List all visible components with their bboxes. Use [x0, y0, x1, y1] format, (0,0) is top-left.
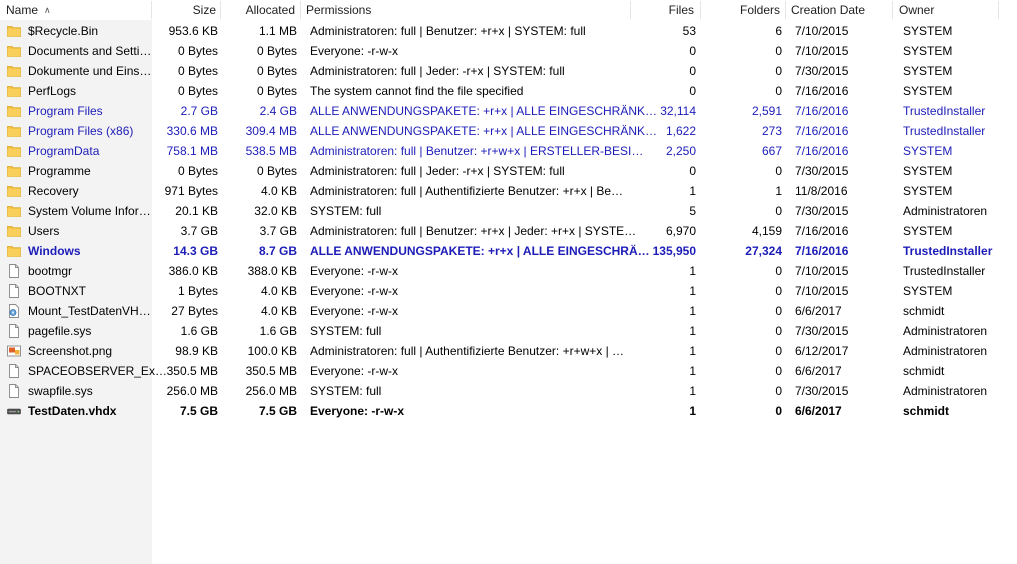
column-header-files[interactable]: Files [668, 3, 694, 17]
row-owner: TrustedInstaller [903, 264, 986, 278]
row-folders: 1 [775, 184, 782, 198]
row-name: pagefile.sys [28, 324, 92, 338]
row-folders: 0 [775, 304, 782, 318]
table-row[interactable] [0, 341, 1000, 361]
row-permissions: Everyone: -r-w-x [310, 364, 399, 378]
row-files: 1 [689, 364, 696, 378]
row-folders: 27,324 [745, 244, 782, 258]
disk-image-icon [7, 404, 21, 418]
row-files: 32,114 [660, 104, 696, 118]
row-size: 0 Bytes [177, 84, 218, 98]
image-file-icon [7, 344, 21, 358]
row-creation-date: 6/12/2017 [795, 344, 849, 358]
row-allocated: 0 Bytes [256, 44, 297, 58]
sort-ascending-icon: ∧ [44, 5, 51, 15]
row-files: 1 [689, 264, 696, 278]
row-size: 256.0 MB [166, 384, 218, 398]
table-row[interactable] [0, 221, 1000, 241]
table-row[interactable] [0, 201, 1000, 221]
row-permissions: ALLE ANWENDUNGSPAKETE: +r+x | ALLE EINGESCHRÄ… [310, 244, 650, 258]
row-creation-date: 7/10/2015 [795, 44, 849, 58]
row-folders: 0 [775, 364, 782, 378]
table-row[interactable] [0, 41, 1000, 61]
row-allocated: 2.4 GB [259, 104, 297, 118]
file-icon [7, 364, 21, 378]
row-creation-date: 6/6/2017 [795, 304, 842, 318]
row-size: 758.1 MB [166, 144, 218, 158]
row-folders: 6 [775, 24, 782, 38]
row-name: $Recycle.Bin [28, 24, 99, 38]
row-files: 1 [689, 384, 696, 398]
file-icon [7, 384, 21, 398]
table-row[interactable] [0, 401, 1000, 421]
row-files: 1 [689, 284, 696, 298]
row-allocated: 32.0 KB [254, 204, 297, 218]
row-creation-date: 7/16/2016 [795, 144, 849, 158]
row-name: bootmgr [28, 264, 73, 278]
row-size: 350.5 MB [166, 364, 218, 378]
row-files: 1 [689, 324, 696, 338]
row-size: 3.7 GB [180, 224, 218, 238]
row-allocated: 7.5 GB [258, 404, 297, 418]
folder-icon [7, 164, 21, 178]
row-permissions: Administratoren: full | Benutzer: +r+w+x | ERSTELLER-BESI… [310, 144, 644, 158]
row-folders: 0 [775, 204, 782, 218]
row-permissions: Administratoren: full | Authentifizierte Benutzer: +r+x | Be… [310, 184, 624, 198]
row-permissions: Everyone: -r-w-x [310, 44, 399, 58]
row-creation-date: 7/10/2015 [795, 24, 849, 38]
row-owner: schmidt [903, 304, 945, 318]
row-files: 1 [689, 304, 696, 318]
row-folders: 667 [761, 144, 782, 158]
row-name: ProgramData [28, 144, 100, 158]
row-folders: 0 [775, 384, 782, 398]
row-size: 0 Bytes [177, 64, 218, 78]
row-owner: schmidt [903, 404, 950, 418]
table-row[interactable] [0, 81, 1000, 101]
row-files: 2,250 [665, 144, 696, 158]
column-header-permissions[interactable]: Permissions [306, 3, 372, 17]
row-folders: 4,159 [751, 224, 782, 238]
row-name: Programme [28, 164, 91, 178]
table-row[interactable] [0, 361, 1000, 381]
row-allocated: 0 Bytes [256, 64, 297, 78]
table-row[interactable] [0, 161, 1000, 181]
row-name: TestDaten.vhdx [28, 404, 117, 418]
row-size: 0 Bytes [177, 164, 218, 178]
folder-icon [7, 204, 21, 218]
row-permissions: ALLE ANWENDUNGSPAKETE: +r+x | ALLE EINGESCHRÄNK… [310, 104, 657, 118]
row-name: Windows [28, 244, 81, 258]
row-owner: SYSTEM [903, 44, 953, 58]
row-folders: 0 [775, 84, 782, 98]
table-row[interactable] [0, 141, 1000, 161]
row-folders: 273 [761, 124, 782, 138]
row-allocated: 100.0 KB [247, 344, 297, 358]
row-size: 7.5 GB [179, 404, 218, 418]
row-size: 330.6 MB [166, 124, 218, 138]
row-creation-date: 7/30/2015 [795, 164, 849, 178]
row-owner: SYSTEM [903, 64, 953, 78]
column-header-creation-date[interactable]: Creation Date [791, 3, 866, 17]
row-owner: SYSTEM [903, 184, 953, 198]
row-permissions: Administratoren: full | Jeder: -r+x | SYSTEM: full [310, 64, 565, 78]
row-permissions: Administratoren: full | Jeder: -r+x | SYSTEM: full [310, 164, 565, 178]
row-owner: SYSTEM [903, 84, 953, 98]
table-row[interactable] [0, 261, 1000, 281]
row-allocated: 1.6 GB [259, 324, 297, 338]
row-name: Screenshot.png [28, 344, 113, 358]
row-name: SPACEOBSERVER_Ex… [28, 364, 167, 378]
row-permissions: Administratoren: full | Benutzer: +r+x | SYSTEM: full [310, 24, 586, 38]
row-name: swapfile.sys [28, 384, 93, 398]
row-files: 1 [689, 404, 696, 418]
row-size: 0 Bytes [177, 44, 218, 58]
row-name: Program Files (x86) [28, 124, 134, 138]
row-creation-date: 7/16/2016 [795, 124, 849, 138]
row-allocated: 4.0 KB [260, 304, 297, 318]
row-creation-date: 7/16/2016 [795, 224, 849, 238]
row-files: 1 [689, 184, 696, 198]
table-row[interactable] [0, 281, 1000, 301]
row-allocated: 538.5 MB [245, 144, 297, 158]
row-size: 1.6 GB [180, 324, 218, 338]
row-creation-date: 7/30/2015 [795, 64, 849, 78]
column-header-folders[interactable]: Folders [739, 3, 780, 17]
table-row[interactable] [0, 21, 1000, 41]
table-row[interactable] [0, 301, 1000, 321]
table-row[interactable] [0, 121, 1000, 141]
row-allocated: 309.4 MB [245, 124, 297, 138]
row-name: Documents and Setti… [28, 44, 152, 58]
row-permissions: Administratoren: full | Authentifizierte Benutzer: +r+w+x | … [310, 344, 625, 358]
row-name: Users [28, 224, 60, 238]
row-creation-date: 7/16/2016 [795, 104, 849, 118]
row-creation-date: 6/6/2017 [795, 404, 842, 418]
file-icon [7, 324, 21, 338]
row-owner: TrustedInstaller [903, 104, 986, 118]
row-allocated: 1.1 MB [258, 24, 297, 38]
row-size: 953.6 KB [168, 24, 218, 38]
row-folders: 0 [775, 44, 782, 58]
row-files: 1,622 [665, 124, 696, 138]
table-row[interactable] [0, 181, 1000, 201]
row-permissions: Administratoren: full | Benutzer: +r+x | Jeder: +r+x | SYSTE… [310, 224, 637, 238]
file-icon [7, 284, 21, 298]
folder-icon [7, 104, 21, 118]
row-size: 2.7 GB [180, 104, 218, 118]
row-allocated: 4.0 KB [260, 284, 297, 298]
row-folders: 0 [775, 264, 782, 278]
row-creation-date: 11/8/2016 [795, 184, 848, 198]
row-permissions: Everyone: -r-w-x [310, 404, 405, 418]
row-files: 53 [682, 24, 696, 38]
row-creation-date: 7/16/2016 [795, 84, 849, 98]
table-row[interactable] [0, 241, 1000, 261]
folder-icon [7, 24, 21, 38]
row-permissions: SYSTEM: full [310, 204, 382, 218]
row-allocated: 350.5 MB [245, 364, 297, 378]
row-creation-date: 7/30/2015 [795, 204, 849, 218]
row-owner: schmidt [903, 364, 945, 378]
table-row[interactable] [0, 61, 1000, 81]
row-allocated: 3.7 GB [259, 224, 297, 238]
row-size: 27 Bytes [171, 304, 218, 318]
file-list [0, 21, 1000, 421]
row-creation-date: 7/30/2015 [795, 324, 849, 338]
row-creation-date: 7/10/2015 [795, 284, 849, 298]
row-owner: SYSTEM [903, 24, 953, 38]
row-permissions: The system cannot find the file specified [310, 84, 524, 98]
row-allocated: 4.0 KB [260, 184, 297, 198]
row-folders: 0 [775, 164, 782, 178]
row-permissions: Everyone: -r-w-x [310, 304, 399, 318]
row-files: 135,950 [652, 244, 696, 258]
row-name: Program Files [28, 104, 103, 118]
row-folders: 0 [775, 284, 782, 298]
row-creation-date: 7/16/2016 [795, 244, 849, 258]
row-size: 1 Bytes [177, 284, 218, 298]
row-owner: Administratoren [903, 324, 988, 338]
row-folders: 0 [775, 324, 782, 338]
row-name: Dokumente und Eins… [28, 64, 152, 78]
row-creation-date: 6/6/2017 [795, 364, 842, 378]
column-separator[interactable] [300, 1, 301, 19]
row-permissions: SYSTEM: full [310, 324, 382, 338]
row-size: 14.3 GB [173, 244, 218, 258]
row-owner: Administratoren [903, 344, 988, 358]
row-files: 1 [689, 344, 696, 358]
folder-icon [7, 144, 21, 158]
column-header-allocated[interactable]: Allocated [245, 3, 295, 17]
row-permissions: ALLE ANWENDUNGSPAKETE: +r+x | ALLE EINGESCHRÄNK… [310, 124, 657, 138]
table-row[interactable] [0, 101, 1000, 121]
column-header-name-label: Name [6, 3, 39, 17]
row-owner: SYSTEM [903, 224, 953, 238]
folder-icon [7, 124, 21, 138]
column-separator[interactable] [630, 1, 631, 19]
row-creation-date: 7/30/2015 [795, 384, 849, 398]
row-size: 20.1 KB [175, 204, 218, 218]
table-row[interactable] [0, 381, 1000, 401]
row-name: System Volume Infor… [28, 204, 151, 218]
row-allocated: 256.0 MB [245, 384, 297, 398]
row-owner: SYSTEM [903, 284, 953, 298]
table-row[interactable] [0, 321, 1000, 341]
row-files: 0 [689, 84, 696, 98]
folder-icon [7, 244, 21, 258]
folder-icon [7, 224, 21, 238]
folder-icon [7, 64, 21, 78]
column-separator[interactable] [892, 1, 893, 19]
column-separator[interactable] [998, 1, 999, 19]
folder-icon [7, 44, 21, 58]
row-allocated: 388.0 KB [247, 264, 297, 278]
row-folders: 0 [775, 344, 782, 358]
row-permissions: SYSTEM: full [310, 384, 382, 398]
folder-icon [7, 84, 21, 98]
row-name: Recovery [28, 184, 79, 198]
row-name: PerfLogs [28, 84, 77, 98]
row-size: 386.0 KB [168, 264, 218, 278]
column-header-owner[interactable]: Owner [899, 3, 935, 17]
row-size: 971 Bytes [164, 184, 218, 198]
row-files: 0 [689, 164, 696, 178]
row-owner: SYSTEM [903, 164, 953, 178]
row-owner: TrustedInstaller [903, 124, 986, 138]
row-owner: Administratoren [903, 384, 988, 398]
row-files: 0 [689, 44, 696, 58]
folder-icon [7, 184, 21, 198]
row-allocated: 8.7 GB [258, 244, 297, 258]
row-owner: TrustedInstaller [903, 244, 993, 258]
row-folders: 0 [775, 64, 782, 78]
column-separator[interactable] [785, 1, 786, 19]
row-allocated: 0 Bytes [256, 164, 297, 178]
row-creation-date: 7/10/2015 [795, 264, 849, 278]
row-files: 6,970 [665, 224, 696, 238]
row-allocated: 0 Bytes [256, 84, 297, 98]
row-owner: Administratoren [903, 204, 988, 218]
column-header-size[interactable]: Size [192, 3, 216, 17]
row-folders: 0 [775, 404, 782, 418]
column-header-name[interactable] [6, 0, 150, 20]
file-icon [7, 264, 21, 278]
row-permissions: Everyone: -r-w-x [310, 264, 399, 278]
script-file-icon [7, 304, 21, 318]
row-name: Mount_TestDatenVH… [28, 304, 151, 318]
row-files: 5 [689, 204, 696, 218]
row-folders: 2,591 [751, 104, 782, 118]
row-files: 0 [689, 64, 696, 78]
row-name: BOOTNXT [28, 284, 87, 298]
column-header-bar [0, 0, 1000, 20]
row-owner: SYSTEM [903, 144, 953, 158]
row-permissions: Everyone: -r-w-x [310, 284, 399, 298]
row-size: 98.9 KB [175, 344, 218, 358]
